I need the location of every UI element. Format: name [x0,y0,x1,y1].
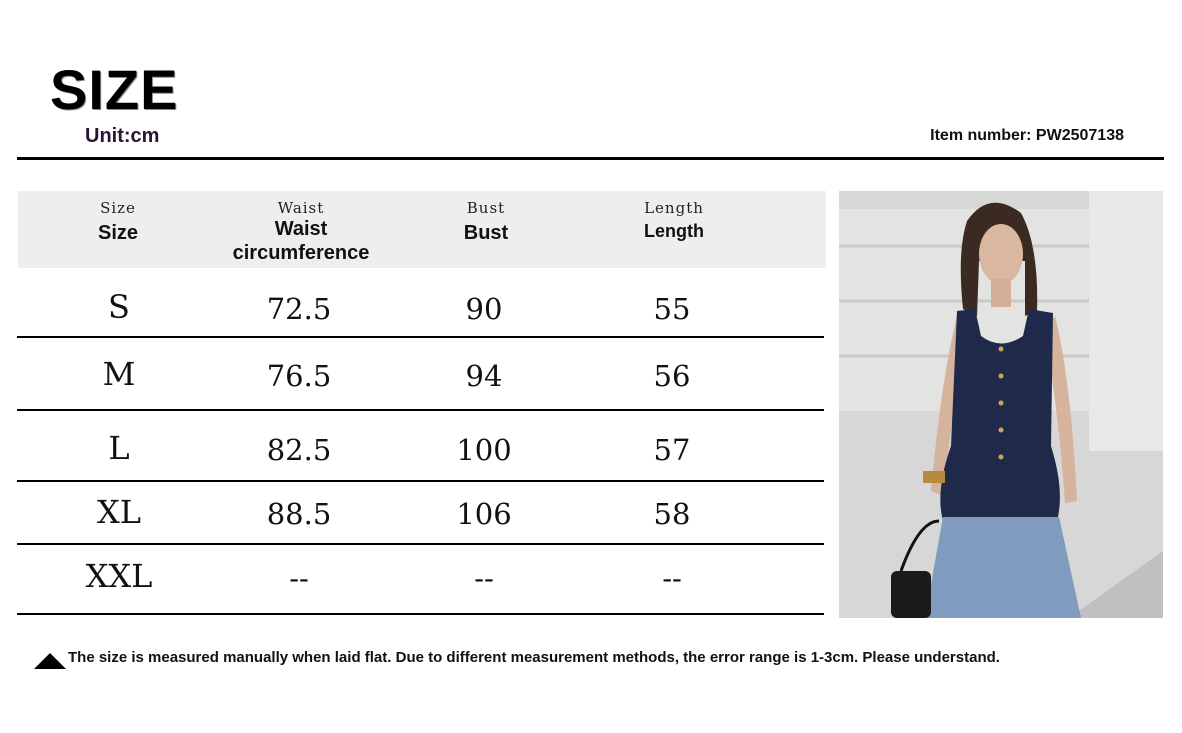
cell-bust: 100 [456,433,512,467]
cell-waist: 76.5 [266,359,332,393]
cell-length: 55 [653,292,691,326]
row-divider [17,409,824,411]
page-title: SIZE [50,58,179,121]
table-row [18,554,824,604]
item-number: Item number: PW2507138 [930,127,1124,144]
row-divider [17,613,824,615]
triangle-icon [34,653,66,669]
col-header-waist [213,199,389,265]
cell-waist: 72.5 [266,292,332,326]
cell-waist: 82.5 [266,433,332,467]
table-row [18,490,824,540]
row-divider [17,336,824,338]
model-photo [839,191,1163,618]
col-header-bust-big: Bust [463,222,509,244]
unit-label: Unit:cm [85,125,160,147]
cell-bust: 94 [465,359,503,393]
model-illustration [839,191,1163,618]
table-header [18,191,826,268]
cell-length: 57 [653,433,691,467]
row-divider [17,543,824,545]
col-header-length-small: Length [644,199,704,217]
note-text: The size is measured manually when laid flat. Due to different measurement methods, the error range is 1-3cm. Please understand. [68,648,1000,666]
col-header-length [624,199,724,243]
top-divider [17,157,1164,160]
table-row [18,285,824,335]
col-header-length-big: Length [644,221,704,241]
cell-waist: -- [289,561,309,595]
col-header-bust [436,199,536,245]
cell-length: 56 [653,359,691,393]
row-divider [17,480,824,482]
cell-length: -- [662,561,682,595]
col-header-size [78,199,158,245]
cell-length: 58 [653,497,691,531]
col-header-bust-small: Bust [466,199,506,217]
cell-size: L [108,429,130,467]
measurement-note [34,645,1000,669]
col-header-size-big: Size [97,222,139,244]
cell-size: M [102,355,136,393]
col-header-size-small: Size [100,199,136,217]
col-header-waist-big: Waist circumference [232,218,370,264]
col-header-waist-small: Waist [277,199,325,217]
cell-bust: -- [474,561,494,595]
table-row [18,352,824,402]
cell-size: XXL [85,557,153,595]
cell-waist: 88.5 [266,497,332,531]
cell-size: XL [96,493,142,531]
cell-size: S [108,288,130,326]
table-row [18,426,824,476]
cell-bust: 106 [456,497,512,531]
cell-bust: 90 [465,292,503,326]
